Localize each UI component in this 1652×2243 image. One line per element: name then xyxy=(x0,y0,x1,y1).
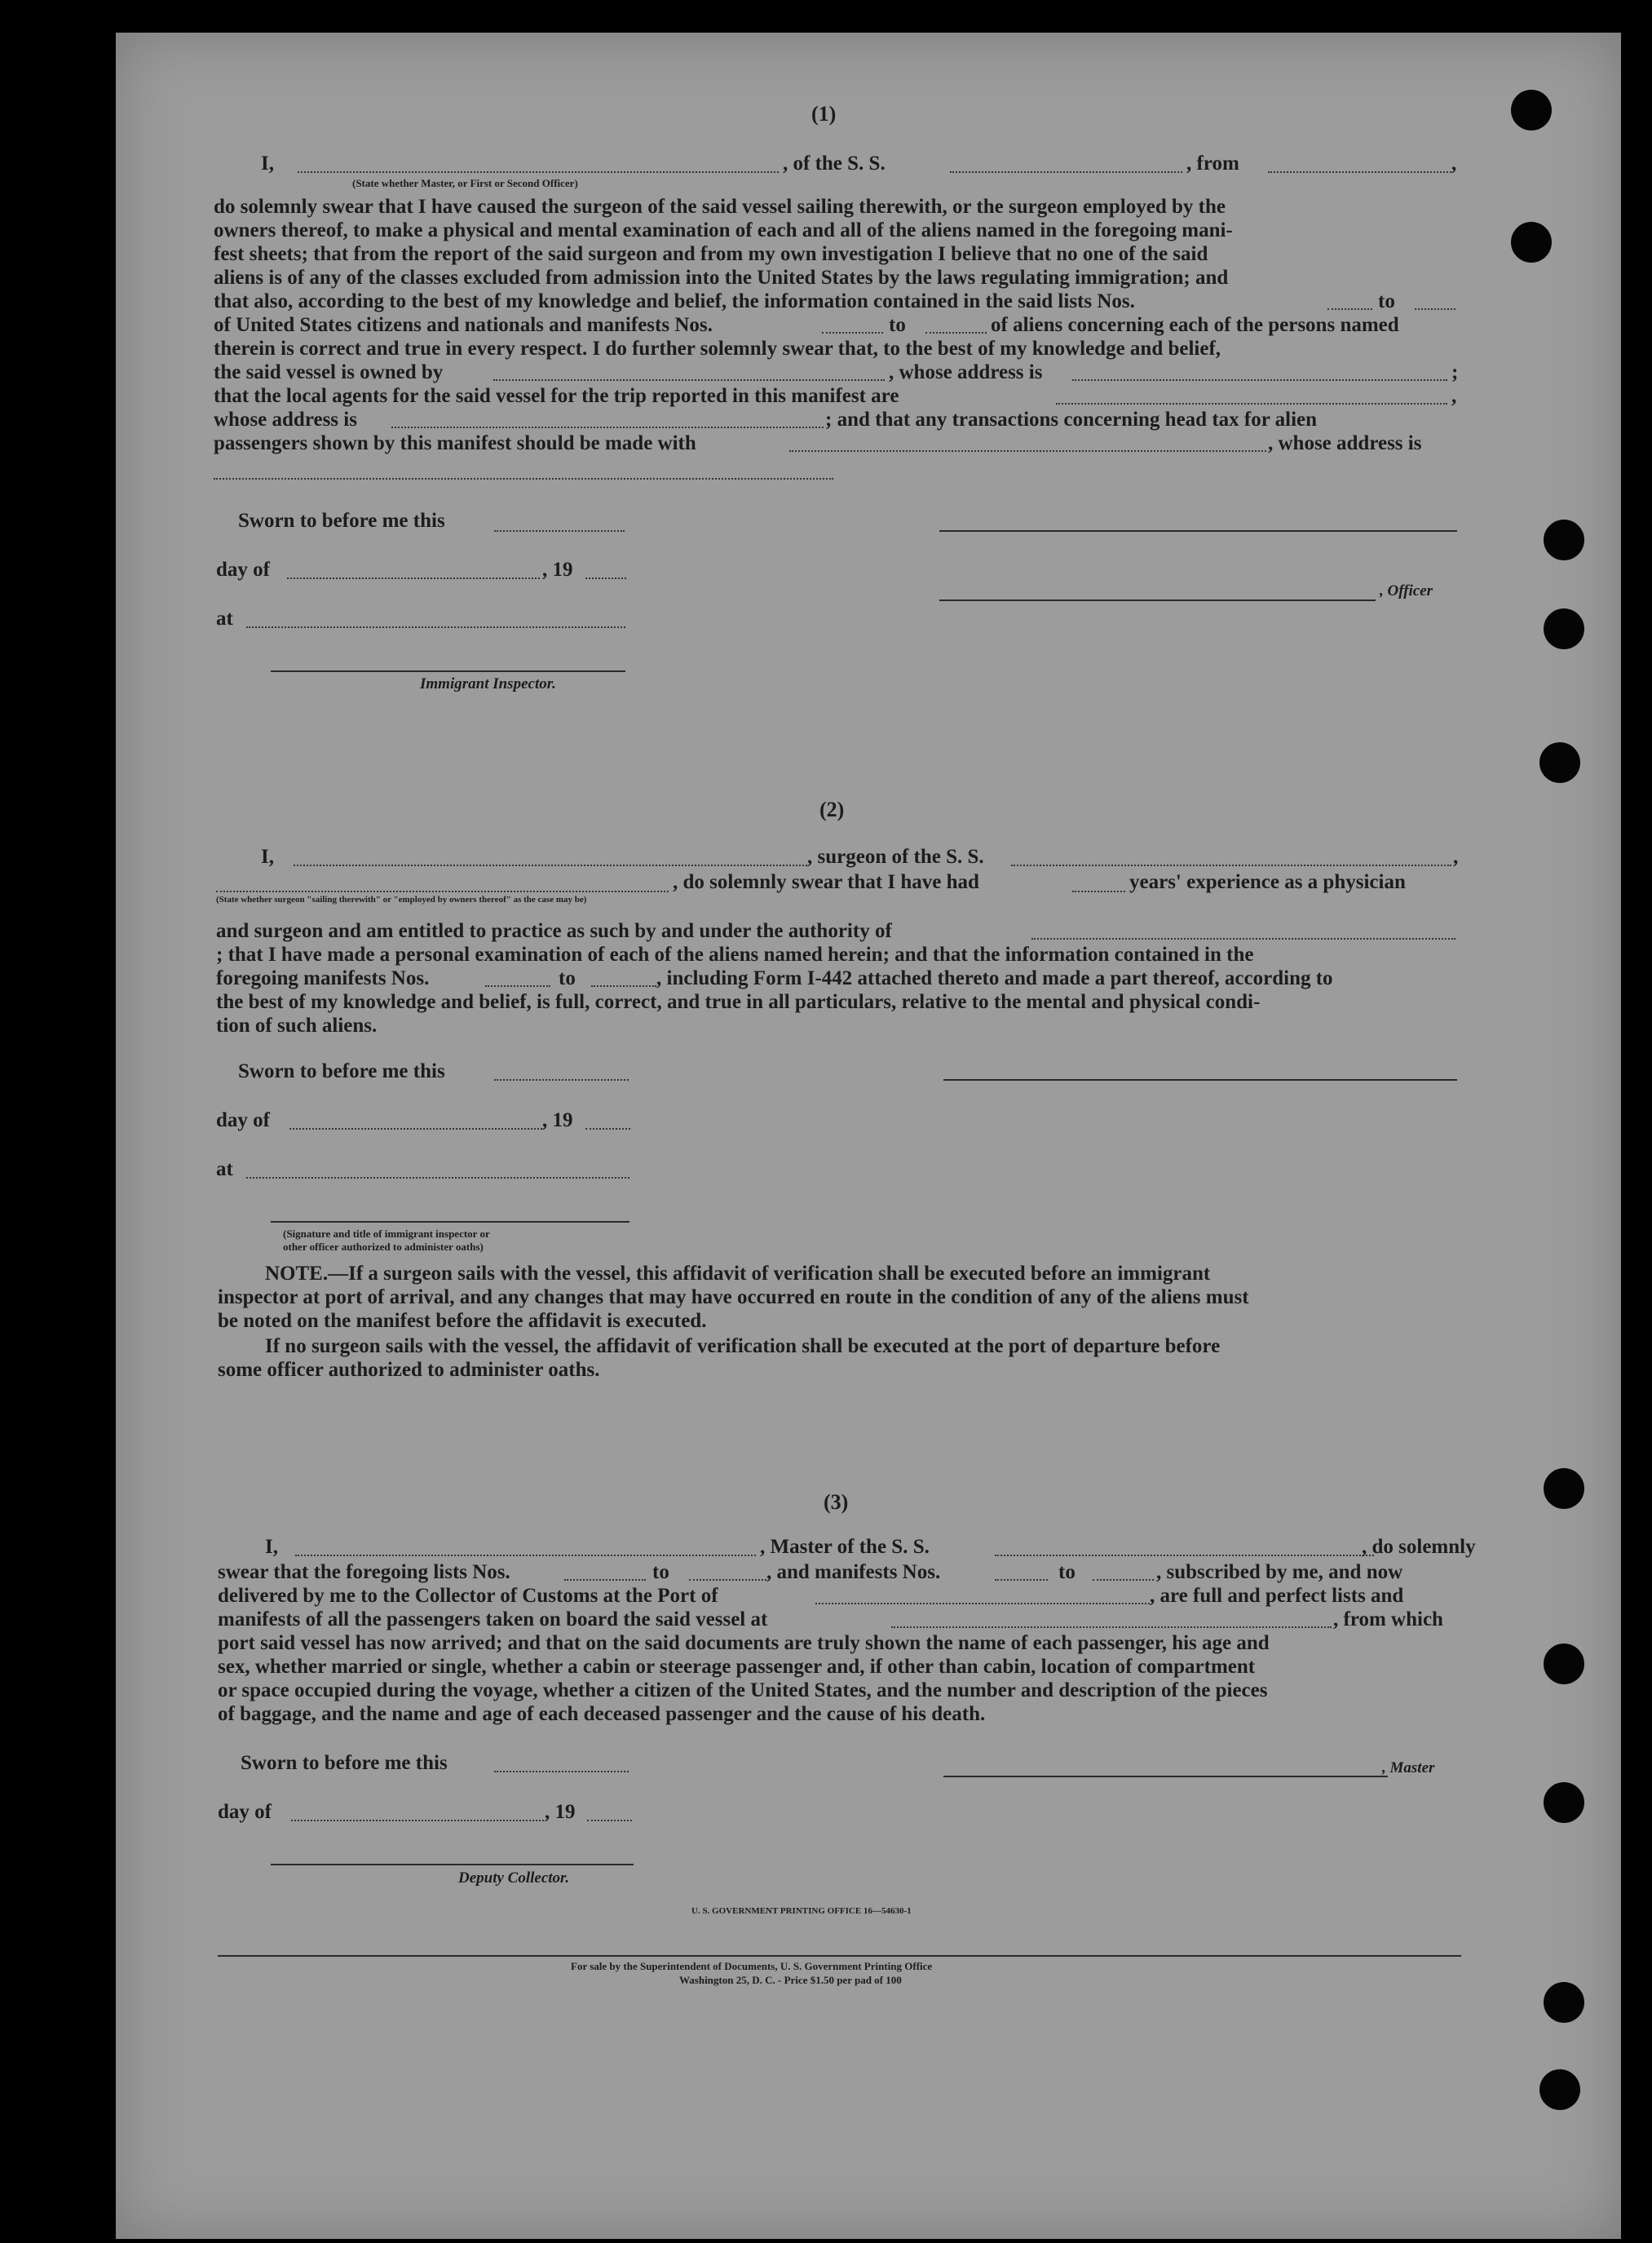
section-3-full-perfect: , are full and perfect lists and xyxy=(1150,1585,1404,1607)
s3-lists-to-field[interactable] xyxy=(689,1579,766,1581)
sig-caption-2: other officer authorized to administer oaths) xyxy=(283,1241,484,1253)
section-2-line-1: and surgeon and am entitled to practice as such by and under the authority of xyxy=(216,920,892,942)
section-1-line-7: therein is correct and true in every respect. I do further solemnly swear that, to the best of my knowledge and belief, xyxy=(214,338,1221,360)
section-3-number: (3) xyxy=(824,1490,849,1514)
section-1-semicolon: ; xyxy=(1451,361,1459,383)
sig-caption-1: (Signature and title of immigrant inspector or xyxy=(283,1228,490,1240)
section-3-line-7: of baggage, and the name and age of each deceased passenger and the cause of his death. xyxy=(218,1703,986,1725)
section-3-from-which: , from which xyxy=(1333,1608,1443,1630)
local-agents-field[interactable] xyxy=(1056,403,1447,405)
section-1-comma-2: , xyxy=(1451,385,1457,407)
inspector-caption: Immigrant Inspector. xyxy=(420,675,556,692)
sworn-day-field-3[interactable] xyxy=(494,1771,629,1772)
s2-manifest-to-field[interactable] xyxy=(591,985,656,987)
section-3-and-manifests: , and manifests Nos. xyxy=(766,1561,941,1583)
section-2-including: , including Form I-442 attached thereto and made a part thereof, according to xyxy=(656,967,1333,989)
section-1-sworn: Sworn to before me this xyxy=(238,510,445,532)
lists-to-field[interactable] xyxy=(1415,308,1455,310)
month-field-3[interactable] xyxy=(291,1820,544,1821)
section-2-surgeon-of-ss: , surgeon of the S. S. xyxy=(807,846,984,868)
master-caption: (State whether Master, or First or Second Officer) xyxy=(352,177,578,189)
manifests-to-field[interactable] xyxy=(925,332,987,334)
section-1-year: , 19 xyxy=(542,559,573,581)
section-3-master-of-ss: , Master of the S. S. xyxy=(760,1536,930,1558)
section-1-owner-address-label: , whose address is xyxy=(889,361,1043,383)
section-1-to-b: to xyxy=(889,314,906,336)
s3-vessel-field[interactable] xyxy=(995,1555,1374,1556)
month-field-2[interactable] xyxy=(289,1128,542,1130)
section-3-to-a: to xyxy=(652,1561,669,1583)
section-1-to-a: to xyxy=(1378,290,1395,312)
sworn-day-field-2[interactable] xyxy=(494,1079,629,1081)
section-1-i: I, xyxy=(261,153,274,175)
section-3-line-1: swear that the foregoing lists Nos. xyxy=(218,1561,510,1583)
authority-field[interactable] xyxy=(1031,938,1455,940)
sale-line-1: For sale by the Superintendent of Documents, U. S. Government Printing Office xyxy=(571,1960,933,1972)
section-1-line-8: the said vessel is owned by xyxy=(214,361,444,383)
sworn-day-field-1[interactable] xyxy=(494,530,625,532)
section-1-at: at xyxy=(216,608,233,630)
section-2-years: years' experience as a physician xyxy=(1129,871,1406,893)
collector-caption: Deputy Collector. xyxy=(458,1869,570,1887)
collector-signature-line[interactable] xyxy=(271,1864,634,1865)
section-1-line-2: owners thereof, to make a physical and mental examination of each and all of the aliens named in the foregoing mani- xyxy=(214,219,1233,241)
surgeon-name-field[interactable] xyxy=(294,865,807,866)
head-tax-party-field[interactable] xyxy=(789,450,1266,452)
head-tax-address-field[interactable] xyxy=(214,478,833,480)
section-2-to: to xyxy=(559,967,576,989)
binder-hole xyxy=(1539,742,1580,783)
binder-hole xyxy=(1544,1644,1584,1684)
lists-from-field[interactable] xyxy=(1327,308,1372,310)
section-3-sworn: Sworn to before me this xyxy=(241,1752,448,1774)
note-line-1: NOTE.—If a surgeon sails with the vessel, this affidavit of verification shall be executed before an immigrant xyxy=(265,1263,1211,1285)
year-field-2[interactable] xyxy=(585,1128,630,1130)
surgeon-type-field[interactable] xyxy=(216,891,669,892)
s2-manifest-from-field[interactable] xyxy=(485,985,550,987)
s2-inspector-signature-line[interactable] xyxy=(271,1221,629,1223)
officer-caption: , Officer xyxy=(1380,582,1433,599)
manifests-from-field[interactable] xyxy=(822,332,883,334)
year-field-3[interactable] xyxy=(587,1820,632,1821)
section-1-comma: , xyxy=(1451,153,1457,175)
section-2-day-of: day of xyxy=(216,1109,270,1131)
section-2-at: at xyxy=(216,1158,233,1180)
section-1-line-9: that the local agents for the said vessel for the trip reported in this manifest are xyxy=(214,385,899,407)
section-2-line-2: ; that I have made a personal examination of each of the aliens named herein; and that the information contained in the xyxy=(216,944,1254,966)
s3-manifests-from-field[interactable] xyxy=(995,1579,1048,1581)
s3-master-name-field[interactable] xyxy=(295,1555,756,1556)
vessel-name-field[interactable] xyxy=(950,171,1182,173)
section-2-line-4: the best of my knowledge and belief, is full, correct, and true in all particulars, relative to the mental and physical condi- xyxy=(216,991,1261,1013)
at-field-2[interactable] xyxy=(246,1177,629,1179)
binder-hole xyxy=(1511,90,1552,131)
section-1-day-of: day of xyxy=(216,559,270,581)
departure-port-field[interactable] xyxy=(1268,171,1451,173)
section-1-line-10: whose address is xyxy=(214,409,357,431)
section-3-do-solemnly: , do solemnly xyxy=(1362,1536,1476,1558)
section-3-line-4: port said vessel has now arrived; and that on the said documents are truly shown the name of each passenger, his age and xyxy=(218,1632,1270,1654)
section-1-line-1: do solemnly swear that I have caused the surgeon of the said vessel sailing therewith, or the surgeon employed by the xyxy=(214,196,1226,218)
section-3-line-6: or space occupied during the voyage, whether a citizen of the United States, and the number and description of the pieces xyxy=(218,1679,1268,1701)
surgeon-signature-line[interactable] xyxy=(943,1079,1457,1081)
binder-hole xyxy=(1544,1782,1584,1823)
section-1-from: , from xyxy=(1186,153,1239,175)
section-1-number: (1) xyxy=(811,102,837,126)
officer-signature-line-2[interactable] xyxy=(939,599,1376,601)
binder-hole xyxy=(1544,1982,1584,2023)
section-2-number: (2) xyxy=(819,798,845,821)
section-1-line-4: aliens is of any of the classes excluded from admission into the United States by the laws regulating immigration; and xyxy=(214,267,1229,289)
section-2-i: I, xyxy=(261,846,274,868)
section-3-i: I, xyxy=(265,1536,278,1558)
section-1-line-3: fest sheets; that from the report of the said surgeon and from my own investigation I believe that no one of the said xyxy=(214,243,1208,265)
section-2-sworn: Sworn to before me this xyxy=(238,1060,445,1082)
sale-line-2: Washington 25, D. C. - Price $1.50 per pad of 100 xyxy=(679,1974,902,1986)
section-3-subscribed: , subscribed by me, and now xyxy=(1156,1561,1403,1583)
binder-hole xyxy=(1511,222,1552,263)
month-field-1[interactable] xyxy=(287,577,540,579)
agents-address-field[interactable] xyxy=(391,427,824,428)
master-signature-line[interactable] xyxy=(943,1776,1388,1777)
s3-manifests-to-field[interactable] xyxy=(1093,1579,1154,1581)
years-experience-field[interactable] xyxy=(1072,891,1125,892)
master-caption-label: , Master xyxy=(1382,1759,1435,1776)
master-name-field[interactable] xyxy=(298,171,779,173)
section-3-year: , 19 xyxy=(545,1801,576,1823)
note-line-4: If no surgeon sails with the vessel, the affidavit of verification shall be executed at the port of departure before xyxy=(265,1335,1221,1357)
gpo-imprint: U. S. GOVERNMENT PRINTING OFFICE 16—54630-1 xyxy=(691,1906,912,1916)
s3-lists-from-field[interactable] xyxy=(564,1579,646,1581)
section-2-comma: , xyxy=(1453,846,1459,868)
section-1-of-ss: , of the S. S. xyxy=(783,153,886,175)
owner-address-field[interactable] xyxy=(1072,379,1447,381)
binder-hole xyxy=(1544,520,1584,560)
section-1-whose-address-end: , whose address is xyxy=(1268,432,1422,454)
at-field-1[interactable] xyxy=(246,626,625,628)
binder-hole xyxy=(1544,1468,1584,1509)
section-1-line-5: that also, according to the best of my knowledge and belief, the information contained in the said lists Nos. xyxy=(214,290,1135,312)
section-3-line-5: sex, whether married or single, whether a cabin or steerage passenger and, if other than cabin, location of compartment xyxy=(218,1656,1256,1678)
section-1-head-tax: ; and that any transactions concerning head tax for alien xyxy=(825,409,1318,431)
section-3-line-3: manifests of all the passengers taken on board the said vessel at xyxy=(218,1608,768,1630)
section-2-year: , 19 xyxy=(542,1109,573,1131)
section-3-to-b: to xyxy=(1058,1561,1076,1583)
owner-field[interactable] xyxy=(493,379,885,381)
year-field-1[interactable] xyxy=(585,577,626,579)
customs-port-field[interactable] xyxy=(815,1603,1150,1604)
officer-signature-line-1[interactable] xyxy=(939,530,1457,532)
section-2-line-3: foregoing manifests Nos. xyxy=(216,967,430,989)
section-2-swear: , do solemnly swear that I have had xyxy=(673,871,979,893)
surgeon-caption: (State whether surgeon "sailing therewith" or "employed by owners thereof" as the case may be) xyxy=(216,895,587,905)
note-line-2: inspector at port of arrival, and any changes that may have occurred en route in the condition of any of the aliens must xyxy=(218,1286,1249,1308)
binder-hole xyxy=(1539,2069,1580,2110)
section-3-day-of: day of xyxy=(218,1801,272,1823)
note-line-5: some officer authorized to administer oaths. xyxy=(218,1359,600,1381)
binder-hole xyxy=(1544,608,1584,649)
inspector-signature-line[interactable] xyxy=(271,670,625,672)
embarkation-port-field[interactable] xyxy=(891,1626,1332,1628)
section-3-line-2: delivered by me to the Collector of Customs at the Port of xyxy=(218,1585,718,1607)
note-line-3: be noted on the manifest before the affidavit is executed. xyxy=(218,1310,707,1332)
section-1-line-11: passengers shown by this manifest should be made with xyxy=(214,432,696,454)
section-2-line-5: tion of such aliens. xyxy=(216,1015,378,1037)
surgeon-vessel-field[interactable] xyxy=(1011,865,1451,866)
footer-rule xyxy=(218,1955,1461,1957)
section-1-of-aliens: of aliens concerning each of the persons named xyxy=(991,314,1399,336)
section-1-line-6: of United States citizens and nationals and manifests Nos. xyxy=(214,314,713,336)
